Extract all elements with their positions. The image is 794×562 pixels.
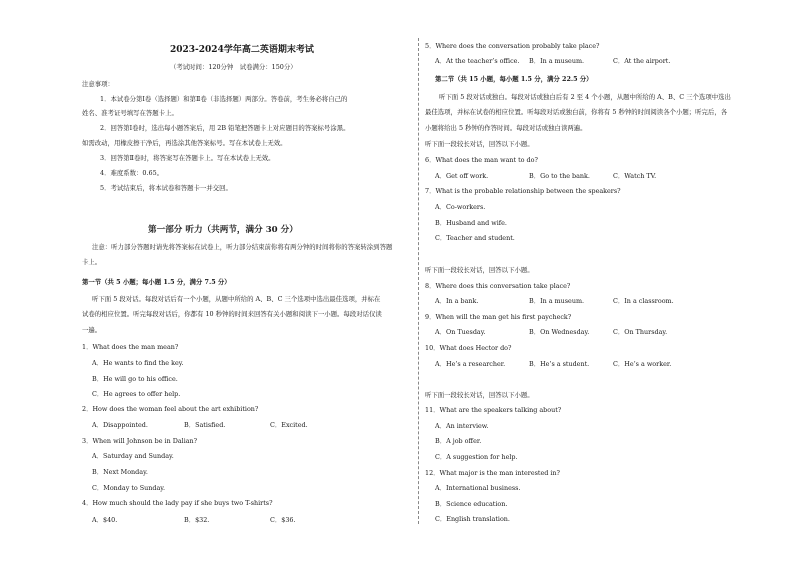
option: C．Excited.	[270, 421, 308, 429]
option: C．Teacher and student.	[435, 234, 515, 242]
option: B．$32.	[184, 516, 210, 524]
notice-line: 5．考试结束后，将本试卷和答题卡一并交回。	[100, 184, 232, 192]
column-divider	[418, 38, 419, 524]
section1-intro: 试卷的相应位置。听完每段对话后，你都有 10 秒钟的时间来回答有关小题和阅读下一小题。每段对话仅读	[82, 310, 382, 318]
notice-line: 3．回答第Ⅱ卷时，将答案写在答题卡上。写在本试卷上无效。	[100, 154, 275, 162]
question-4: 4．How much should the lady pay if she buys two T-shirts?	[82, 499, 273, 507]
option: B．In a museum.	[529, 297, 585, 305]
option: B．In a museum.	[529, 57, 585, 65]
question-3: 3．When will Johnson be in Dalian?	[82, 437, 198, 445]
option: C．English translation.	[435, 515, 510, 523]
notice-line: 姓名、准考证号填写在答题卡上。	[82, 109, 178, 117]
question-7: 7．What is the probable relationship between the speakers?	[425, 187, 621, 195]
notice-line: 4．难度系数：0.65。	[100, 169, 164, 177]
question-11: 11．What are the speakers talking about?	[425, 406, 562, 414]
question-12: 12．What major is the man interested in?	[425, 469, 560, 477]
exam-subtitle: （考试时间：120分钟 试卷满分：150分）	[170, 63, 297, 71]
section2-intro: 小题将给出 5 秒钟的作答时间。每段对话或独白读两遍。	[425, 124, 587, 132]
question-2: 2．How does the woman feel about the art exhibition?	[82, 405, 259, 413]
option: C．Watch TV.	[613, 172, 657, 180]
option: B．Satisfied.	[184, 421, 226, 429]
option: C．He’s a worker.	[613, 360, 672, 368]
part1-intro: 注意：听力部分答题时请先将答案标在试卷上，听力部分结束前你将有两分钟的时间将你的答案转涂到答题	[92, 243, 393, 251]
option: C．Monday to Sunday.	[92, 484, 166, 492]
question-8: 8．Where does this conversation take place?	[425, 282, 571, 290]
option: A．In a bank.	[435, 297, 479, 305]
option: A．Co-workers.	[435, 203, 486, 211]
option: B．Science education.	[435, 500, 508, 508]
option: C．At the airport.	[613, 57, 671, 65]
option: B．Go to the bank.	[529, 172, 590, 180]
option: C．On Thursday.	[613, 328, 668, 336]
part1-title: 第一部分 听力（共两节，满分 30 分）	[148, 225, 298, 235]
section1-intro: 听下面 5 段对话。每段对话后有一个小题，从题中所给的 A、B、C 三个选项中选出最佳选项，并标在	[92, 295, 381, 303]
listen-instruction: 听下面一段较长对话，回答以下小题。	[425, 266, 534, 274]
question-10: 10．What does Hector do?	[425, 344, 512, 352]
option: C．He agrees to offer help.	[92, 390, 181, 398]
notice-line: 2．回答第Ⅰ卷时，选出每小题答案后，用 2B 铅笔把答题卡上对应题目的答案标号涂黑。	[100, 124, 350, 132]
notice-heading: 注意事项：	[82, 80, 114, 88]
option: A．He’s a researcher.	[435, 360, 506, 368]
option: B．Next Monday.	[92, 468, 148, 476]
notice-line: 如需改动，用橡皮擦干净后，再选涂其他答案标号。写在本试卷上无效。	[82, 139, 287, 147]
option: B．He will go to his office.	[92, 375, 178, 383]
option: A．Saturday and Sunday.	[92, 452, 174, 460]
question-1: 1．What does the man mean?	[82, 343, 179, 351]
section2-intro: 听下面 5 段对话或独白。每段对话或独白后有 2 至 4 个小题，从题中所给的 A、B、C 三个选项中选出	[439, 93, 731, 101]
section1-title: 第一节（共 5 小题；每小题 1.5 分，满分 7.5 分）	[82, 278, 231, 286]
listen-instruction: 听下面一段较长对话，回答以下小题。	[425, 140, 534, 148]
option: A．Get off work.	[435, 172, 489, 180]
question-9: 9．When will the man get his first paycheck?	[425, 313, 572, 321]
exam-title: 2023-2024学年高二英语期末考试	[170, 45, 314, 55]
question-5: 5．Where does the conversation probably take place?	[425, 42, 600, 50]
listen-instruction: 听下面一段较长对话，回答以下小题。	[425, 391, 534, 399]
option: C．$36.	[270, 516, 296, 524]
section1-intro: 一遍。	[82, 326, 102, 334]
option: B．On Wednesday.	[529, 328, 590, 336]
option: B．A job offer.	[435, 437, 482, 445]
notice-line: 1．本试卷分第Ⅰ卷（选择题）和第Ⅱ卷（非选择题）两部分。答卷前，考生务必将自己的	[100, 95, 348, 103]
part1-intro: 卡上。	[82, 258, 102, 266]
section2-intro: 最佳选项，并标在试卷的相应位置。听每段对话或独白前，你将有 5 秒钟的时间阅读各个小题；听完后，各	[425, 108, 728, 116]
question-6: 6．What does the man want to do?	[425, 156, 538, 164]
option: C．A suggestion for help.	[435, 453, 518, 461]
option: A．On Tuesday.	[435, 328, 486, 336]
option: A．He wants to find the key.	[92, 359, 184, 367]
option: A．At the teacher’s office.	[435, 57, 520, 65]
option: A．Disappointed.	[92, 421, 148, 429]
option: B．Husband and wife.	[435, 219, 507, 227]
section2-title: 第二节（共 15 小题，每小题 1.5 分，满分 22.5 分）	[435, 75, 593, 83]
option: C．In a classroom.	[613, 297, 674, 305]
option: A．$40.	[92, 516, 118, 524]
option: A．International business.	[435, 484, 521, 492]
option: A．An interview.	[435, 422, 489, 430]
option: B．He’s a student.	[529, 360, 590, 368]
